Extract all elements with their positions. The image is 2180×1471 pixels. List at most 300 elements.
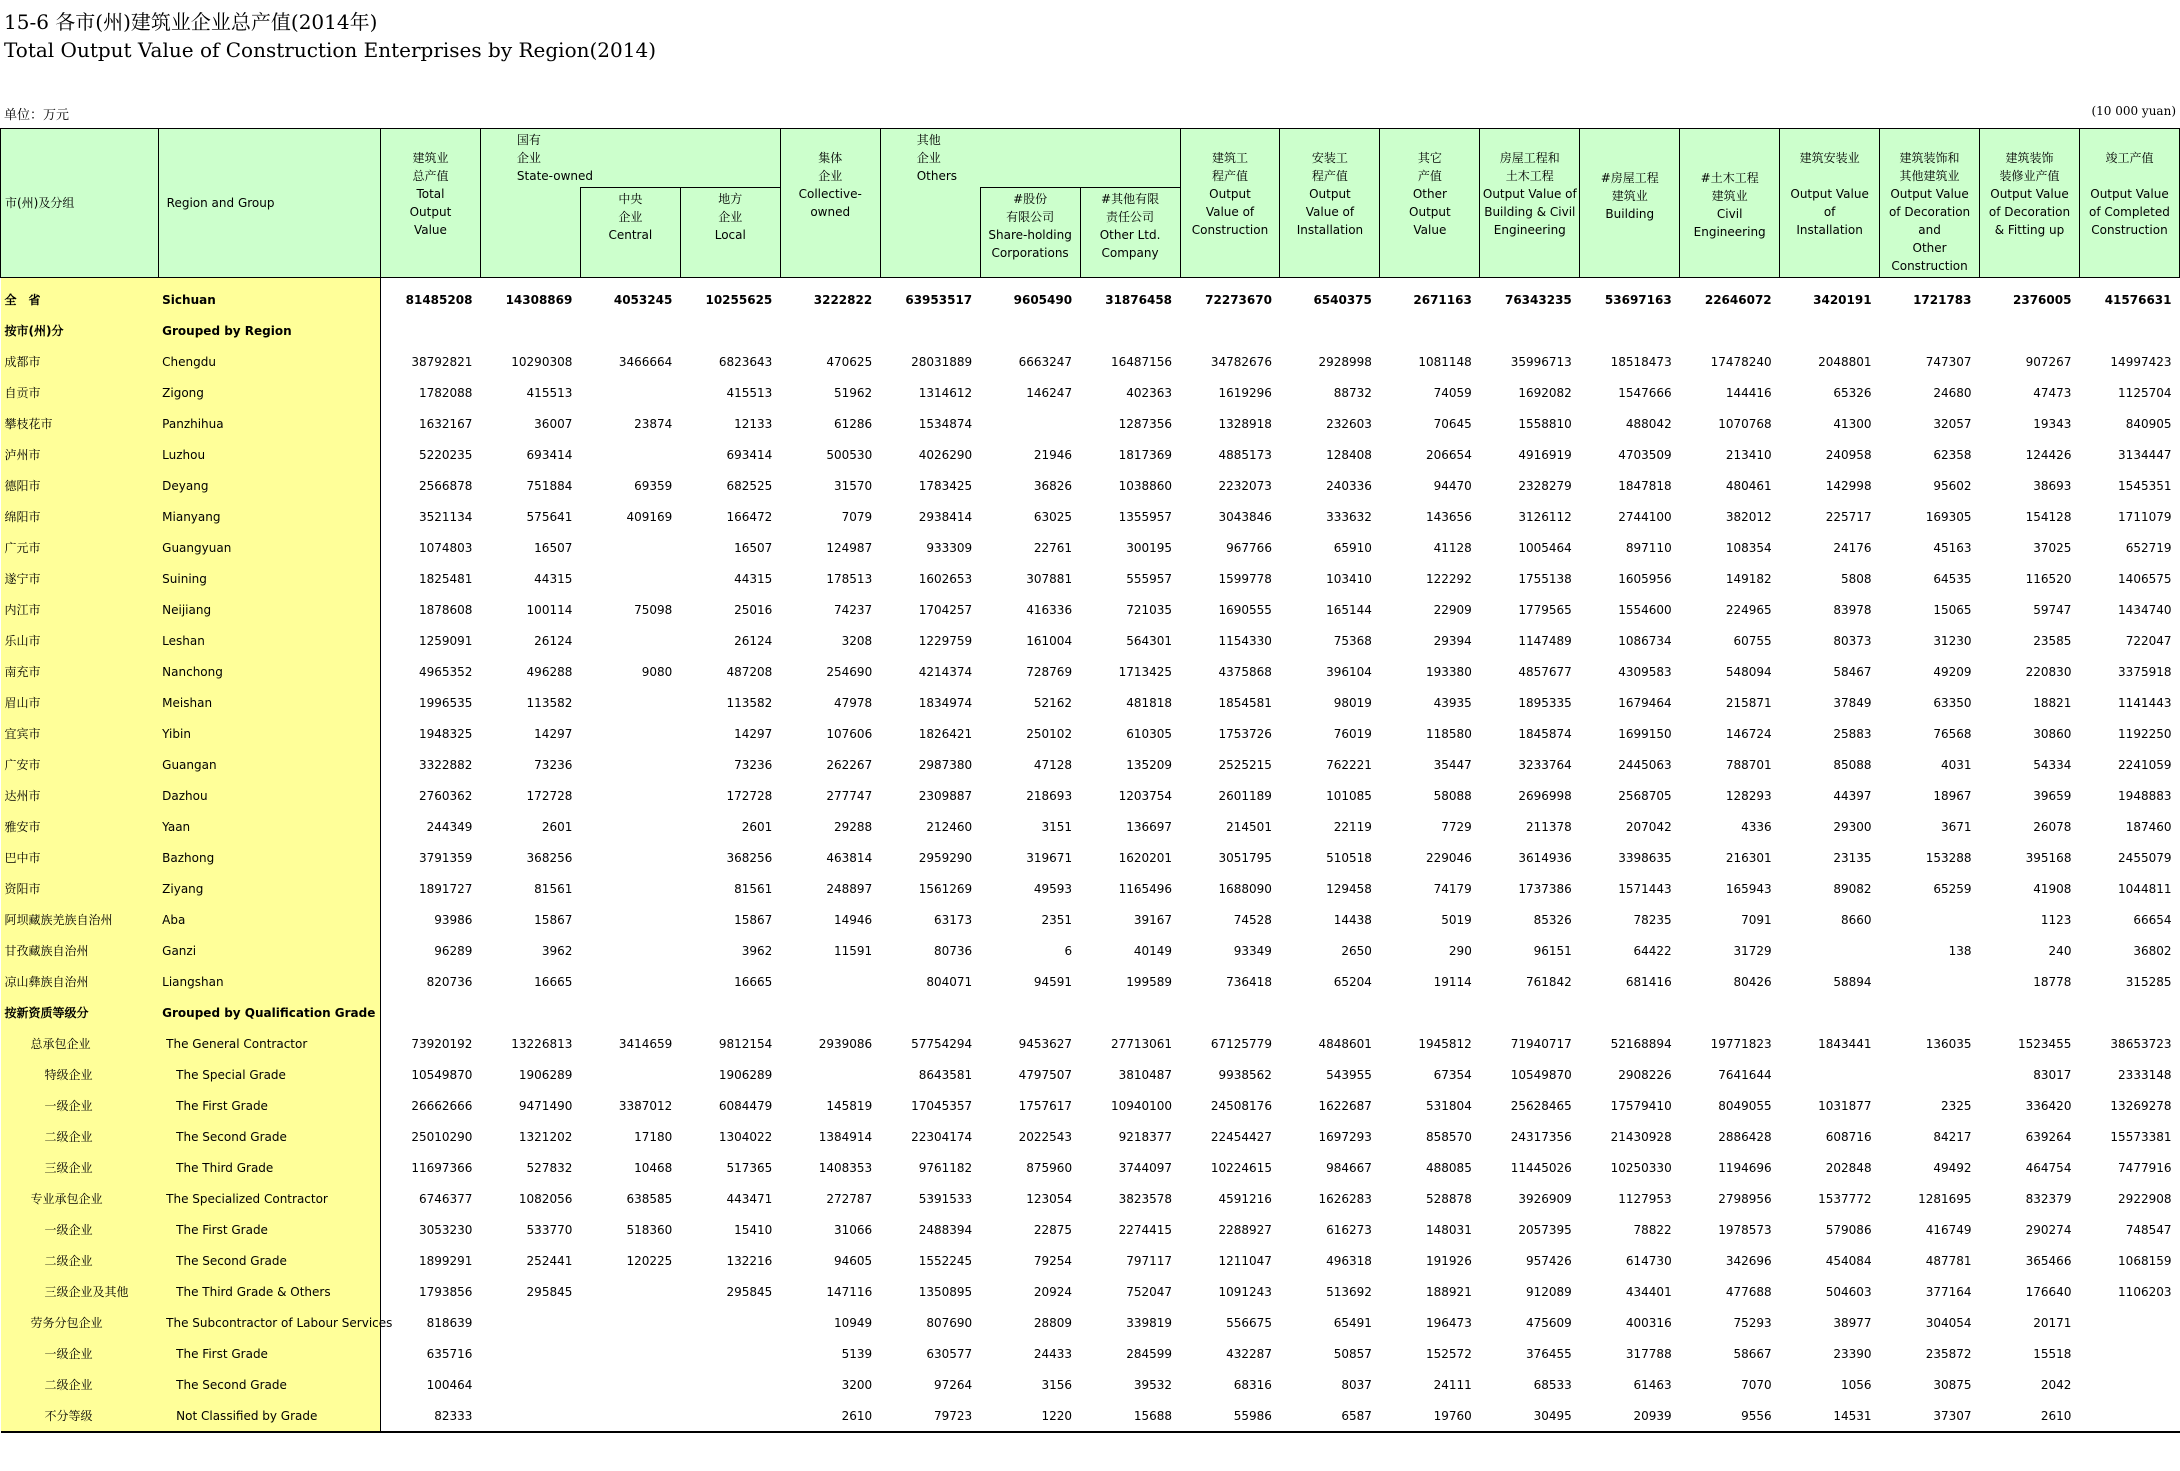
data-cell [580,1307,680,1338]
data-cell [1280,315,1380,346]
data-cell: 138 [1948,943,1972,958]
data-cell: 897110 [1625,540,1672,555]
data-cell: 65259 [1933,881,1972,896]
data-cell: 1554600 [1618,602,1672,617]
data-cell: 41908 [2033,881,2072,896]
data-cell: 52168894 [1610,1036,1672,1051]
data-cell: 47128 [1033,757,1073,772]
data-cell: 761842 [1525,974,1572,989]
data-cell: 1154330 [1218,633,1272,648]
data-cell: 4375868 [1218,664,1272,679]
data-cell: 1619296 [1218,385,1272,400]
row-label-zh: 泸州市 [1,439,159,470]
data-cell: 1602653 [918,571,973,586]
header-fitting: 建筑装饰 装修业产值 Output Value of Decoration & Fitting up [1980,129,2080,278]
data-cell: 818639 [426,1315,473,1330]
data-cell: 4797507 [1018,1067,1073,1082]
data-cell: 2566878 [418,478,473,493]
data-cell: 25010290 [411,1129,473,1144]
data-cell: 94591 [1033,974,1073,989]
data-cell: 79723 [880,1400,980,1432]
data-cell: 1070768 [1718,416,1772,431]
row-label-en: The Subcontractor of Labour Services [158,1307,380,1338]
data-cell: 488042 [1625,416,1672,431]
row-label-en: Dazhou [158,780,380,811]
data-cell: 432287 [1226,1346,1272,1361]
data-cell: 4214374 [918,664,973,679]
data-cell: 9605490 [1013,292,1073,307]
data-cell: 47978 [834,695,873,710]
data-cell: 101085 [1326,788,1372,803]
data-cell: 7477916 [2118,1160,2172,1175]
data-cell: 564301 [1126,633,1173,648]
data-cell: 7070 [1741,1377,1772,1392]
data-cell: 196473 [1426,1315,1472,1330]
data-cell: 129458 [1326,881,1372,896]
data-cell: 3466664 [618,354,673,369]
row-label-zh: 雅安市 [1,811,159,842]
row-label-zh: 广元市 [1,532,159,563]
data-cell: 9218377 [1118,1129,1173,1144]
row-label-zh: 自贡市 [1,377,159,408]
data-cell: 38977 [1833,1315,1872,1330]
data-cell: 94605 [834,1253,873,1268]
data-cell [480,997,580,1028]
data-cell [580,1369,680,1400]
data-cell: 53697163 [1604,292,1672,307]
data-cell: 518360 [626,1222,673,1237]
data-cell: 2057395 [1518,1222,1572,1237]
row-label-zh: 成都市 [1,346,159,377]
data-cell: 2048801 [1818,354,1872,369]
data-cell: 14997423 [2110,354,2172,369]
data-cell: 14531 [1780,1400,1880,1432]
data-cell: 513692 [1326,1284,1372,1299]
data-cell: 73236 [534,757,573,772]
table-row [1,439,2180,470]
data-cell: 1287356 [1118,416,1173,431]
data-cell: 31230 [1933,633,1972,648]
data-cell: 1314612 [918,385,973,400]
data-cell: 22304174 [911,1129,973,1144]
row-label-zh: 按新资质等级分 [1,997,159,1028]
row-label-en: Suining [158,563,380,594]
row-label-en: Guangyuan [158,532,380,563]
data-cell: 1825481 [418,571,473,586]
data-cell: 165943 [1725,881,1772,896]
data-cell: 187460 [2125,819,2172,834]
data-cell [1880,1059,1980,1090]
table-row [1,1183,2180,1214]
data-cell: 804071 [926,974,973,989]
row-label-en: The Specialized Contractor [158,1183,380,1214]
data-cell: 272787 [826,1191,873,1206]
row-label-en: Nanchong [158,656,380,687]
table-row [1,780,2180,811]
data-cell: 1843441 [1818,1036,1872,1051]
row-label-en: Not Classified by Grade [158,1400,380,1432]
data-cell: 29394 [1433,633,1472,648]
row-label-zh: 达州市 [1,780,159,811]
data-cell: 93349 [1233,943,1272,958]
data-cell: 36802 [2133,943,2172,958]
data-cell: 152572 [1426,1346,1472,1361]
data-cell: 1081148 [1418,354,1472,369]
row-label-en: Yibin [158,718,380,749]
data-cell: 6084479 [718,1098,773,1113]
data-cell: 240958 [1825,447,1872,462]
data-cell: 304054 [1925,1315,1972,1330]
data-cell: 74528 [1233,912,1272,927]
data-cell: 23585 [2033,633,2072,648]
data-cell: 333632 [1326,509,1372,524]
data-cell: 31570 [834,478,873,493]
row-label-en: Bazhong [158,842,380,873]
row-label-zh: 资阳市 [1,873,159,904]
data-cell: 2042 [2040,1377,2072,1392]
data-cell [1580,315,1680,346]
data-cell: 2610 [780,1400,880,1432]
data-cell: 145819 [826,1098,873,1113]
data-cell [1380,997,1480,1028]
table-row [1,1059,2180,1090]
data-cell: 933309 [926,540,973,555]
data-cell: 83978 [1833,602,1872,617]
data-cell: 336420 [2025,1098,2072,1113]
data-cell [780,315,880,346]
data-cell: 1434740 [2118,602,2172,617]
data-cell: 1558810 [1518,416,1572,431]
data-cell: 65910 [1333,540,1372,555]
data-cell: 277747 [826,788,873,803]
data-cell: 136035 [1925,1036,1972,1051]
data-cell: 2376005 [2013,292,2072,307]
data-cell: 18778 [2033,974,2072,989]
data-cell [580,718,680,749]
data-cell: 93986 [434,912,473,927]
data-cell: 1845874 [1518,726,1572,741]
data-cell [580,315,680,346]
data-cell: 172728 [726,788,773,803]
data-cell: 2959290 [918,850,973,865]
data-cell: 240 [2048,943,2072,958]
data-cell: 10549870 [1510,1067,1572,1082]
data-cell [2079,1307,2179,1338]
data-cell: 16665 [734,974,773,989]
data-cell: 30875 [1933,1377,1972,1392]
data-cell: 62358 [1933,447,1972,462]
data-cell: 1704257 [918,602,973,617]
data-cell: 967766 [1226,540,1272,555]
data-cell [980,315,1080,346]
data-cell: 3222822 [813,292,873,307]
data-cell: 342696 [1725,1253,1772,1268]
data-cell: 37307 [1880,1400,1980,1432]
data-cell: 3053230 [418,1222,473,1237]
data-cell: 76019 [1333,726,1372,741]
data-cell: 295845 [526,1284,573,1299]
data-cell [1480,315,1580,346]
data-cell: 11445026 [1510,1160,1572,1175]
table-row [1,501,2180,532]
data-cell: 176640 [2025,1284,2072,1299]
data-cell: 118580 [1426,726,1472,741]
data-cell: 728769 [1026,664,1073,679]
row-label-zh: 不分等级 [1,1400,159,1432]
data-cell: 83017 [2033,1067,2072,1082]
data-cell: 1755138 [1518,571,1572,586]
data-cell: 463814 [826,850,873,865]
data-cell: 75098 [634,602,673,617]
data-cell: 1679464 [1618,695,1672,710]
data-cell: 2760362 [418,788,473,803]
data-cell: 1082056 [518,1191,573,1206]
data-cell: 41576631 [2104,292,2172,307]
data-cell: 10468 [634,1160,673,1175]
data-cell: 8643581 [918,1067,973,1082]
data-cell: 24433 [1033,1346,1073,1361]
data-cell: 635716 [426,1346,473,1361]
table-row [1,470,2180,501]
data-cell: 1978573 [1718,1222,1772,1237]
data-cell: 1906289 [518,1067,573,1082]
data-cell: 9812154 [718,1036,773,1051]
data-cell: 1699150 [1618,726,1672,741]
row-label-en: Meishan [158,687,380,718]
data-cell: 984667 [1326,1160,1372,1175]
header-building: #房屋工程 建筑业 Building [1580,129,1680,278]
data-cell: 488085 [1426,1160,1472,1175]
data-cell: 80426 [1733,974,1772,989]
data-cell [580,1338,680,1369]
data-cell: 30495 [1480,1400,1580,1432]
data-cell: 290 [1448,943,1472,958]
data-cell: 1692082 [1518,385,1572,400]
data-cell: 19343 [2033,416,2072,431]
data-cell: 36007 [534,416,573,431]
data-cell: 20924 [1033,1284,1073,1299]
header-civil: #土木工程 建筑业 Civil Engineering [1680,129,1780,278]
data-cell: 32057 [1933,416,1972,431]
table-row [1,842,2180,873]
data-cell: 148031 [1426,1222,1472,1237]
data-cell: 368256 [526,850,573,865]
data-cell: 169305 [1925,509,1972,524]
data-cell: 1534874 [918,416,973,431]
data-cell: 4591216 [1218,1191,1272,1206]
data-cell: 41300 [1833,416,1872,431]
data-cell: 2601 [741,819,773,834]
data-cell: 146724 [1725,726,1772,741]
data-cell: 28031889 [911,354,973,369]
table-row [1,1400,2180,1432]
table-row [1,749,2180,780]
data-cell: 103410 [1326,571,1372,586]
table-row [1,687,2180,718]
data-cell: 15867 [734,912,773,927]
row-label-en: The First Grade [158,1090,380,1121]
data-cell: 1537772 [1818,1191,1872,1206]
data-cell: 13269278 [2110,1098,2172,1113]
header-state-owned: 国有 企业 State-owned [480,129,780,188]
data-cell: 89082 [1833,881,1872,896]
data-cell [2079,1369,2179,1400]
data-cell: 39532 [1133,1377,1173,1392]
row-label-en: Aba [158,904,380,935]
data-cell: 2022543 [1018,1129,1073,1144]
data-cell [1780,315,1880,346]
data-cell [580,377,680,408]
data-cell [2079,1338,2179,1369]
data-cell: 100114 [526,602,573,617]
data-cell: 38653723 [2110,1036,2172,1051]
data-cell: 575641 [526,509,573,524]
data-cell: 37849 [1833,695,1872,710]
data-cell: 19760 [1380,1400,1480,1432]
data-cell: 61286 [834,416,873,431]
data-cell: 1106203 [2118,1284,2172,1299]
row-label-zh: 总承包企业 [1,1028,159,1059]
data-cell: 10255625 [705,292,773,307]
data-cell: 1948325 [418,726,473,741]
data-cell [580,904,680,935]
data-cell: 3208 [841,633,873,648]
data-cell: 80736 [933,943,973,958]
data-cell: 116520 [2025,571,2072,586]
data-cell: 26124 [534,633,573,648]
row-label-zh: 遂宁市 [1,563,159,594]
data-cell: 480461 [1725,478,1772,493]
data-cell: 94470 [1433,478,1472,493]
data-cell: 1005464 [1518,540,1572,555]
data-cell: 555957 [1126,571,1173,586]
data-cell [1080,315,1180,346]
data-cell: 1056 [1841,1377,1872,1392]
data-cell: 39659 [2033,788,2072,803]
data-cell: 8037 [1341,1377,1372,1392]
data-cell: 1737386 [1518,881,1572,896]
data-cell [780,997,880,1028]
row-label-en: Ganzi [158,935,380,966]
data-cell: 149182 [1725,571,1772,586]
row-label-en: Neijiang [158,594,380,625]
data-cell [580,1276,680,1307]
data-cell: 4309583 [1618,664,1672,679]
data-cell: 481818 [1126,695,1173,710]
data-cell: 1127953 [1618,1191,1672,1206]
data-cell: 1996535 [418,695,473,710]
data-cell: 17045357 [911,1098,973,1113]
data-cell: 29288 [834,819,873,834]
data-cell: 747307 [1925,354,1972,369]
data-cell: 368256 [726,850,773,865]
data-cell [580,1059,680,1090]
data-cell: 60755 [1733,633,1772,648]
data-cell: 81485208 [405,292,473,307]
table-row [1,377,2180,408]
data-cell: 232603 [1326,416,1372,431]
row-label-en: Ziyang [158,873,380,904]
data-cell: 608716 [1825,1129,1872,1144]
table-row [1,873,2180,904]
row-label-zh: 一级企业 [1,1214,159,1245]
data-cell: 31729 [1733,943,1772,958]
data-cell: 10940100 [1110,1098,1173,1113]
row-label-en: The Second Grade [158,1369,380,1400]
data-cell: 290274 [2025,1222,2072,1237]
data-cell: 135209 [1126,757,1173,772]
data-cell: 84217 [1933,1129,1972,1144]
table-row [1,625,2180,656]
data-cell: 7091 [1741,912,1772,927]
data-cell: 496318 [1326,1253,1372,1268]
data-cell: 1086734 [1618,633,1672,648]
data-cell: 39167 [1133,912,1173,927]
data-cell: 57754294 [911,1036,973,1051]
data-cell: 244349 [426,819,473,834]
table-row [1,1245,2180,1276]
data-cell: 307881 [1026,571,1073,586]
data-cell [580,780,680,811]
header-region-zh: 市(州)及分组 [1,129,159,278]
data-cell [580,873,680,904]
data-cell: 85088 [1833,757,1872,772]
data-cell: 2938414 [918,509,973,524]
data-cell [680,1307,780,1338]
row-label-en: Guangan [158,749,380,780]
data-cell: 832379 [2025,1191,2072,1206]
data-cell: 28809 [1033,1315,1073,1330]
data-cell: 16487156 [1110,354,1173,369]
data-cell: 20171 [2033,1315,2072,1330]
data-cell [480,1400,580,1432]
data-cell: 3151 [1041,819,1073,834]
data-cell: 1906289 [718,1067,773,1082]
row-label-en: The Third Grade & Others [158,1276,380,1307]
data-cell: 262267 [826,757,873,772]
data-cell: 3375918 [2118,664,2172,679]
data-cell: 81561 [734,881,773,896]
data-cell: 67354 [1433,1067,1472,1082]
data-cell: 63025 [1033,509,1073,524]
header-local: 地方 企业 Local [680,188,780,278]
data-cell: 382012 [1725,509,1772,524]
data-cell: 3414659 [618,1036,673,1051]
data-cell: 17579410 [1610,1098,1672,1113]
table-row [1,408,2180,439]
row-label-zh: 一级企业 [1,1338,159,1369]
header-decoration: 建筑装饰和 其他建筑业 Output Value of Decoration and Other Construction [1880,129,1980,278]
data-cell: 147116 [826,1284,873,1299]
data-cell: 3810487 [1118,1067,1173,1082]
header-others: 其他 企业 Others [880,129,1180,188]
data-cell: 639264 [2025,1129,2072,1144]
data-cell: 213410 [1725,447,1772,462]
data-cell: 96289 [434,943,473,958]
data-cell: 252441 [526,1253,573,1268]
data-cell: 487208 [726,664,773,679]
data-cell: 65326 [1833,385,1872,400]
data-cell: 3398635 [1618,850,1672,865]
data-cell: 2886428 [1718,1129,1772,1144]
header-total: 建筑业 总产值 Total Output Value [380,129,480,278]
data-cell: 3962 [541,943,573,958]
data-cell: 31066 [834,1222,873,1237]
data-cell: 1384914 [818,1129,873,1144]
data-cell [1880,966,1980,997]
data-cell: 22761 [1033,540,1073,555]
data-cell: 18518473 [1610,354,1672,369]
